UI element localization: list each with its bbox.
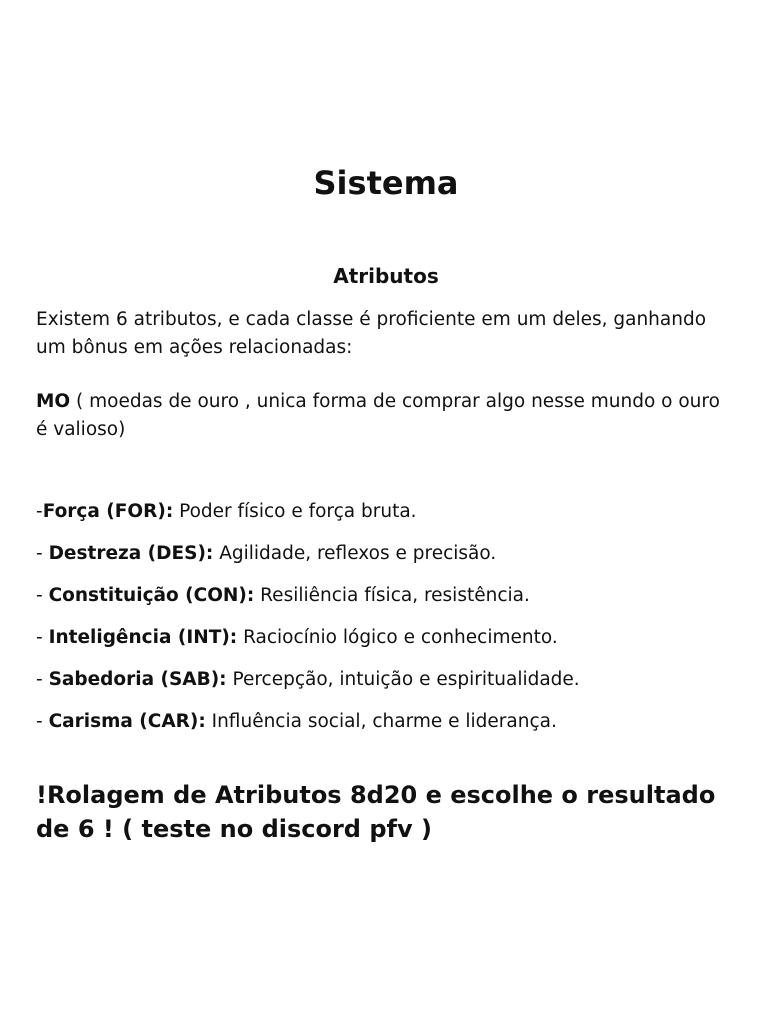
attribute-prefix: - [36,585,49,606]
mo-description: ( moedas de ouro , unica forma de comprar algo nesse mundo o ouro é valioso) [36,391,720,440]
attribute-name: Destreza (DES): [48,543,214,564]
mo-paragraph [36,388,736,444]
attribute-list [36,498,736,750]
attribute-prefix: - [36,501,43,522]
attribute-name: Carisma (CAR): [48,711,206,732]
intro-paragraph: Existem 6 atributos, e cada classe é proficiente em um deles, ganhando um bônus em ações relacionadas: [36,309,707,358]
page-title: Sistema [313,164,459,202]
attribute-item-destreza [36,540,736,582]
section-heading-atributos: Atributos [333,264,439,288]
attribute-roll-note: !Rolagem de Atributos 8d20 e escolhe o resultado de 6 ! ( teste no discord pfv ) [36,781,716,843]
attribute-name: Força (FOR): [42,501,174,522]
attribute-prefix: - [36,543,49,564]
attribute-item-forca [36,498,736,540]
attribute-description: Resiliência física, resistência. [254,585,530,606]
attribute-name: Sabedoria (SAB): [48,669,227,690]
attribute-prefix: - [36,669,49,690]
attribute-name: Constituição (CON): [48,585,255,606]
attribute-description: Agilidade, reflexos e precisão. [213,543,497,564]
attribute-item-constituicao [36,582,736,624]
attribute-name: Inteligência (INT): [48,627,238,648]
attribute-prefix: - [36,627,49,648]
mo-label: MO [36,391,71,412]
attribute-prefix: - [36,711,49,732]
attribute-item-sabedoria [36,666,736,708]
attribute-description: Raciocínio lógico e conhecimento. [237,627,558,648]
attribute-item-inteligencia [36,624,736,666]
attribute-description: Influência social, charme e liderança. [205,711,557,732]
attribute-item-carisma [36,708,736,750]
attribute-description: Poder físico e força bruta. [173,501,417,522]
attribute-description: Percepção, intuição e espiritualidade. [226,669,580,690]
